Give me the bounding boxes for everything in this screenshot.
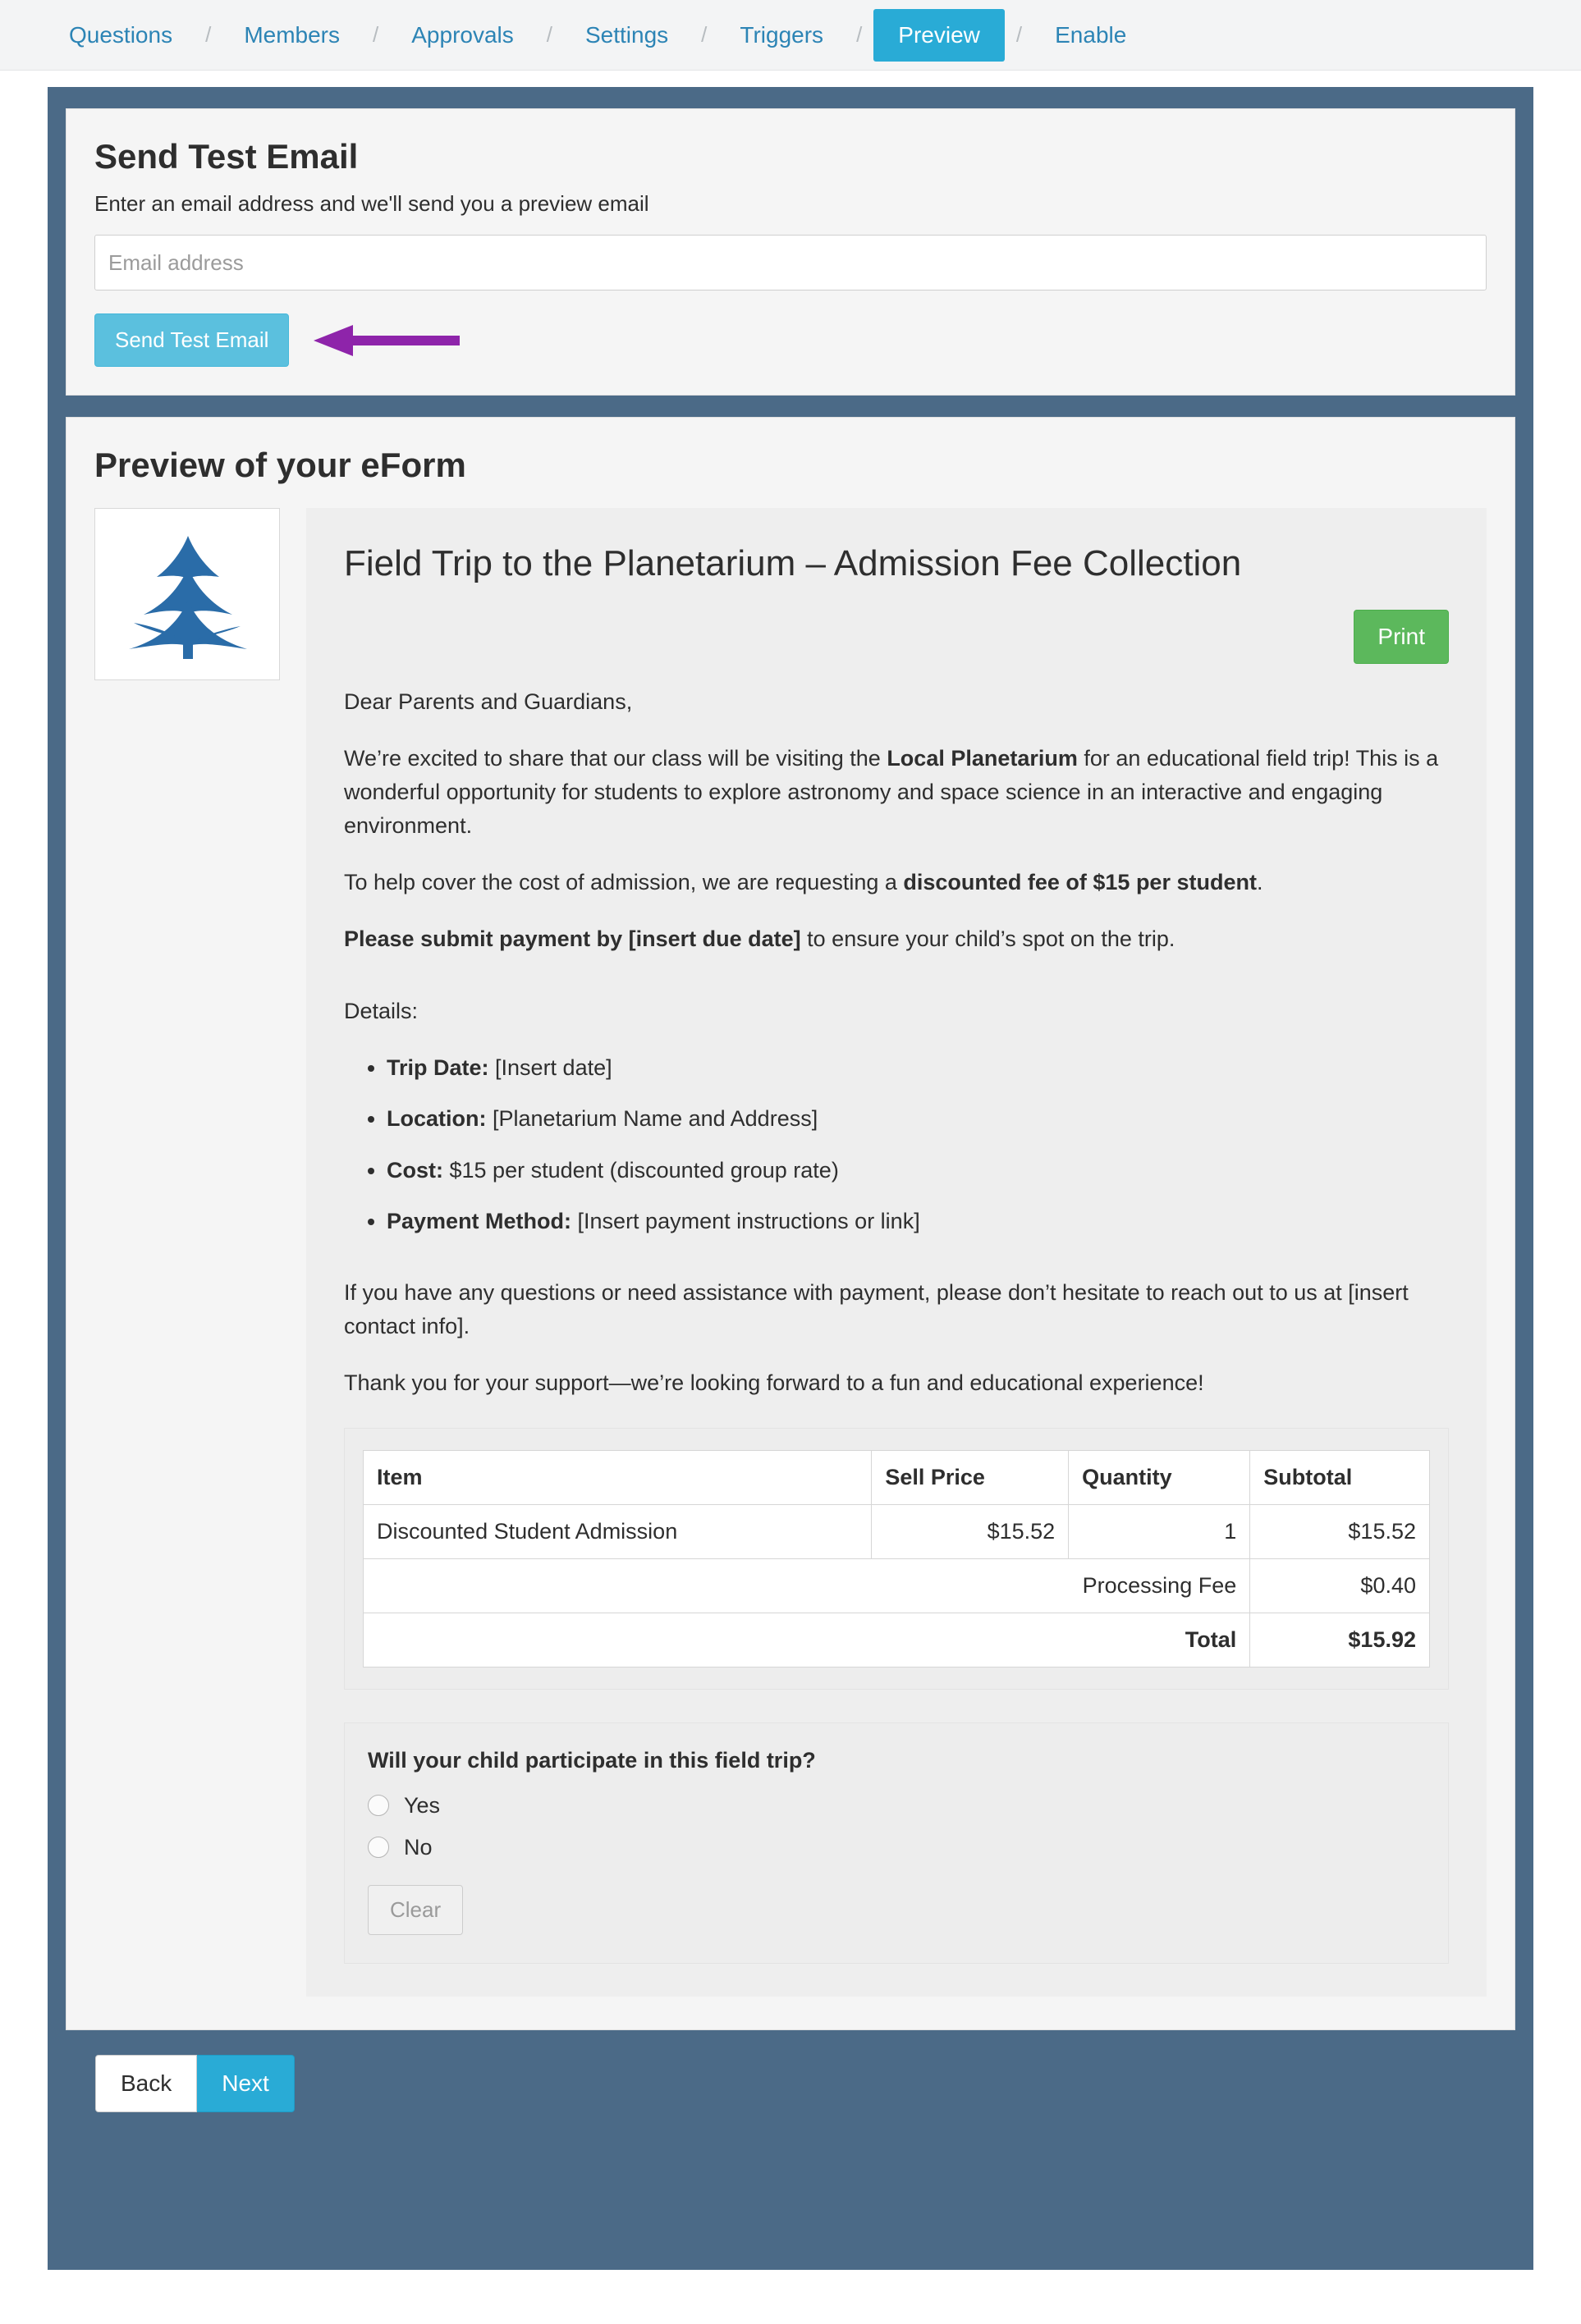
detail-value: $15 per student (discounted group rate) xyxy=(443,1157,839,1183)
clear-button[interactable]: Clear xyxy=(368,1885,463,1935)
question-block xyxy=(344,1722,1449,1964)
pine-tree-icon xyxy=(109,524,265,664)
tab-members[interactable]: Members xyxy=(244,21,341,48)
send-test-email-row xyxy=(94,313,1487,367)
radio-button-icon[interactable] xyxy=(368,1795,389,1816)
table-header-row xyxy=(364,1450,1430,1504)
send-test-email-card xyxy=(66,108,1515,396)
list-item xyxy=(387,1102,1449,1136)
detail-value: [Insert payment instructions or link] xyxy=(571,1209,920,1234)
list-item xyxy=(387,1154,1449,1187)
tab-separator: / xyxy=(205,22,212,47)
preview-body xyxy=(94,508,1487,1997)
annotation-arrow-icon xyxy=(314,322,461,359)
col-subtotal: Subtotal xyxy=(1250,1450,1430,1504)
para3-post: to ensure your child’s spot on the trip. xyxy=(800,926,1175,952)
organization-logo xyxy=(94,508,280,680)
cell-sell-price: $15.52 xyxy=(872,1504,1069,1558)
para2-pre: To help cover the cost of admission, we are requesting a xyxy=(344,870,904,895)
table-row xyxy=(364,1504,1430,1558)
detail-label: Cost: xyxy=(387,1157,443,1183)
send-test-email-button[interactable]: Send Test Email xyxy=(94,313,289,367)
eform-paragraph-5: Thank you for your support—we’re looking forward to a fun and educational experience! xyxy=(344,1370,1204,1395)
radio-label-no: No xyxy=(404,1834,433,1860)
send-test-email-title: Send Test Email xyxy=(94,137,359,176)
para1-pre: We’re excited to share that our class will be visiting the xyxy=(344,746,887,771)
eform-details-list xyxy=(344,1051,1449,1238)
tab-separator: / xyxy=(373,22,379,47)
eform-details-label: Details: xyxy=(344,998,419,1023)
cell-quantity: 1 xyxy=(1069,1504,1250,1558)
print-row xyxy=(344,610,1449,664)
detail-label: Payment Method: xyxy=(387,1209,572,1234)
detail-value: [Planetarium Name and Address] xyxy=(486,1106,818,1132)
breadcrumb-tabbar xyxy=(0,0,1581,71)
next-button[interactable]: Next xyxy=(197,2055,295,2112)
para1-bold: Local Planetarium xyxy=(887,746,1078,771)
tab-enable[interactable]: Enable xyxy=(1055,21,1127,48)
spacer xyxy=(344,980,1449,995)
spacer xyxy=(344,1261,1449,1276)
items-table xyxy=(363,1450,1430,1668)
send-test-email-subtitle: Enter an email address and we'll send you a preview email xyxy=(94,191,649,216)
eform-paragraph-2 xyxy=(344,866,1449,899)
tab-questions[interactable]: Questions xyxy=(69,21,173,48)
para2-post: . xyxy=(1256,870,1263,895)
email-address-input[interactable] xyxy=(94,235,1487,290)
table-row-processing-fee xyxy=(364,1558,1430,1613)
para1-post: for an educational field trip! This is a wonderful opportunity for students to explore astronomy and space science in an interactive and engaging environment. xyxy=(344,746,1439,839)
tab-triggers[interactable]: Triggers xyxy=(740,21,824,48)
detail-label: Location: xyxy=(387,1106,487,1132)
print-button[interactable]: Print xyxy=(1354,610,1449,664)
content-frame xyxy=(48,87,1533,2270)
question-title: Will your child participate in this field trip? xyxy=(368,1747,816,1773)
tab-separator: / xyxy=(546,22,552,47)
total-label: Total xyxy=(364,1613,1250,1667)
col-item: Item xyxy=(364,1450,872,1504)
eform-preview-panel xyxy=(306,508,1487,1997)
detail-label: Trip Date: xyxy=(387,1054,489,1080)
total-value: $15.92 xyxy=(1250,1613,1430,1667)
list-item xyxy=(387,1051,1449,1085)
preview-title: Preview of your eForm xyxy=(94,446,466,484)
processing-fee-label: Processing Fee xyxy=(364,1558,1250,1613)
eform-salutation: Dear Parents and Guardians, xyxy=(344,689,633,715)
cell-subtotal: $15.52 xyxy=(1250,1504,1430,1558)
tab-preview[interactable]: Preview xyxy=(873,9,1005,62)
radio-label-yes: Yes xyxy=(404,1792,441,1818)
tab-approvals[interactable]: Approvals xyxy=(411,21,514,48)
preview-card xyxy=(66,417,1515,2030)
col-sell-price: Sell Price xyxy=(872,1450,1069,1504)
radio-button-icon[interactable] xyxy=(368,1837,389,1858)
tab-separator: / xyxy=(856,22,863,47)
tab-separator: / xyxy=(701,22,708,47)
list-item xyxy=(387,1205,1449,1238)
para3-bold: Please submit payment by [insert due date] xyxy=(344,926,801,952)
eform-paragraph-3 xyxy=(344,922,1449,956)
items-table-wrap xyxy=(344,1428,1449,1690)
tab-separator: / xyxy=(1015,22,1023,47)
radio-option-no[interactable] xyxy=(368,1835,1425,1860)
para2-bold: discounted fee of $15 per student xyxy=(903,870,1257,895)
radio-option-yes[interactable] xyxy=(368,1793,1425,1818)
eform-paragraph-1 xyxy=(344,742,1449,843)
bottom-navigation xyxy=(95,2055,1515,2112)
back-button[interactable]: Back xyxy=(95,2055,197,2112)
eform-paragraph-4: If you have any questions or need assistance with payment, please don’t hesitate to reach out to us at [insert contact info]. xyxy=(344,1279,1409,1338)
processing-fee-value: $0.40 xyxy=(1250,1558,1430,1613)
detail-value: [Insert date] xyxy=(488,1054,612,1080)
tab-settings[interactable]: Settings xyxy=(585,21,669,48)
eform-heading: Field Trip to the Planetarium – Admission Fee Collection xyxy=(344,543,1242,583)
col-quantity: Quantity xyxy=(1069,1450,1250,1504)
table-row-total xyxy=(364,1613,1430,1667)
cell-item: Discounted Student Admission xyxy=(364,1504,872,1558)
